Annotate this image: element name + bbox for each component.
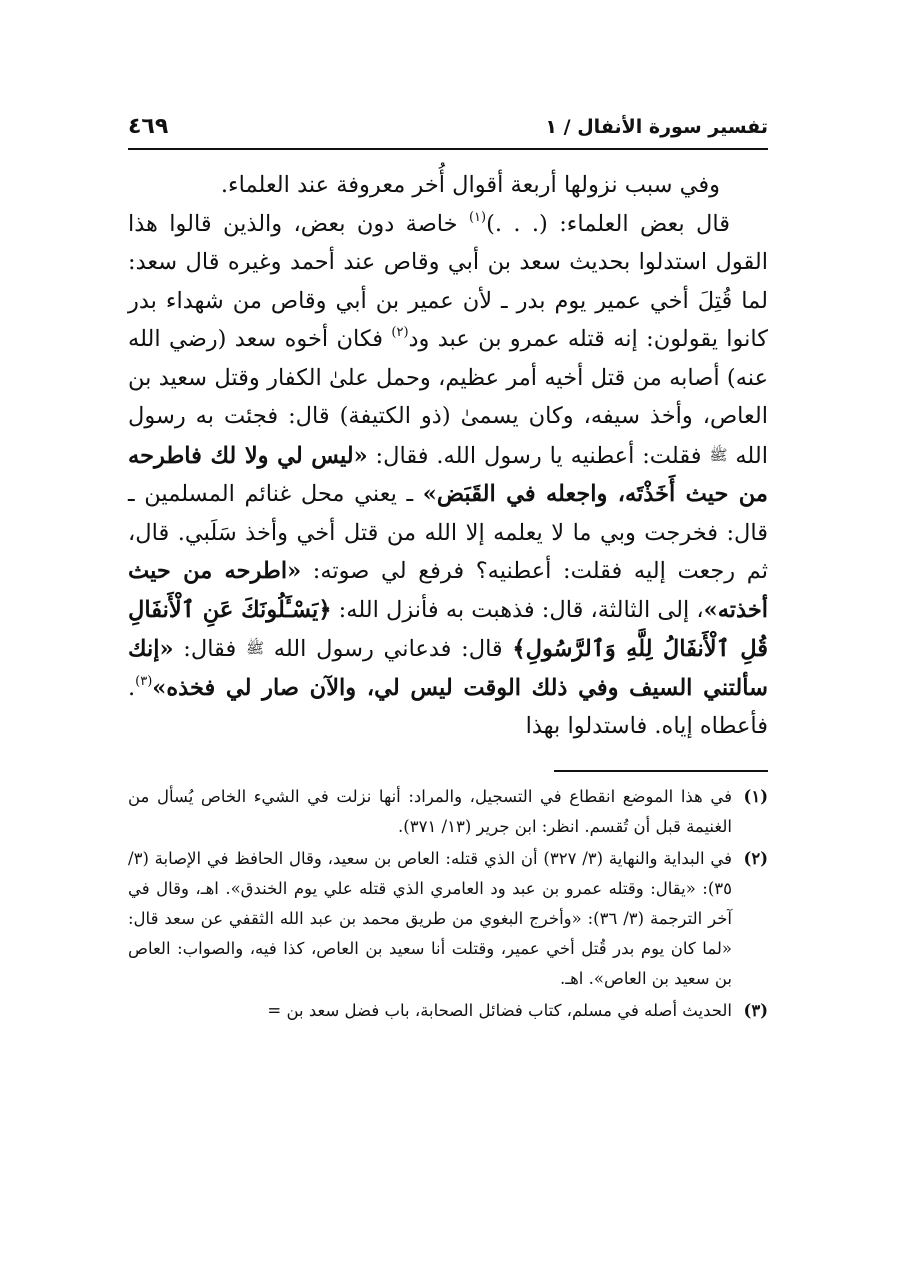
prophet-quote-2: «اطرحه من حيث أخذته» bbox=[128, 558, 768, 623]
book-page bbox=[128, 108, 768, 1248]
footnote-1 bbox=[128, 782, 768, 842]
prophet-quote-1: «ليس لي ولا لك فاطرحه من حيث أَخَذْتَه، واجعله في القَبَض» bbox=[128, 442, 768, 507]
text-segment: ، إلى الثالثة، قال: فذهبت به فأنزل الله: bbox=[331, 596, 704, 623]
text-segment: خاصة دون بعض، والذين قالوا هذا القول استدلوا بحديث سعد بن أبي وقاص عند أحمد وغيره قال سعد: لما قُتِلَ أخي عمير يوم بدر ـ لأن عمير بن أبي وقاص من شهداء بدر كانوا يقولون: إنه قتله عمرو بن عبد ود bbox=[128, 210, 768, 352]
text-segment: فقال: bbox=[173, 636, 246, 662]
main-text bbox=[128, 166, 768, 746]
quran-verse: ﴿يَسْـَٔلُونَكَ عَنِ ٱلْأَنفَالِ قُلِ ٱلْأَنفَالُ لِلَّهِ وَٱلرَّسُولِ﴾ bbox=[128, 596, 768, 662]
salawat-glyph: ﷺ bbox=[709, 445, 728, 464]
footnotes bbox=[128, 782, 768, 1026]
text-segment: قال: فدعاني رسول الله bbox=[264, 636, 513, 662]
footnote-number: (٣) bbox=[743, 1000, 768, 1020]
page-number: ٤٦٩ bbox=[128, 114, 169, 139]
salawat-glyph: ﷺ bbox=[245, 639, 265, 657]
text-segment: . فأعطاه إياه. فاستدلوا بهذا bbox=[128, 674, 768, 739]
text-segment: فقلت: أعطنيه يا رسول الله. فقال: bbox=[367, 442, 710, 469]
paragraph-hadith bbox=[128, 205, 768, 746]
text-segment: ـ يعني محل غنائم المسلمين ـ قال: فخرجت وبي ما لا يعلمه إلا الله من قتل أخي وأخذ سَلَبي. قال، ثم رجعت إليه فقلت: أعطنيه؟ فرفع لي صوته: bbox=[128, 481, 769, 584]
prophet-quote-3: «إنك سألتني السيف وفي ذلك الوقت ليس لي، والآن صار لي فخذه» bbox=[128, 636, 768, 701]
footnote-separator bbox=[554, 770, 768, 772]
running-title: تفسير سورة الأنفال / ١ bbox=[545, 116, 768, 138]
paragraph-intro: وفي سبب نزولها أربعة أقوال أُخر معروفة عند العلماء. bbox=[220, 172, 720, 198]
footnote-ref-2[interactable]: (٢) bbox=[391, 325, 409, 340]
footnote-ref-3[interactable]: (٣) bbox=[135, 673, 153, 689]
text-segment: قال بعض العلماء: (. . .) bbox=[486, 210, 730, 237]
footnote-number: (٢) bbox=[743, 848, 768, 868]
running-head bbox=[128, 108, 768, 150]
text-segment: فكان أخوه سعد (رضي الله عنه) أصابه من قتل أخيه أمر عظيم، وحمل علىٰ الكفار وقتل سعيد بن العاص، وأخذ سيفه، وكان يسمىٰ (ذو الكتيفة) قال: فجئت به رسول الله bbox=[128, 326, 768, 469]
footnote-text: في هذا الموضع انقطاع في التسجيل، والمراد: أنها نزلت في الشيء الخاص يُسأل من الغنيمة قبل أن تُقسم. انظر: ابن جرير (١٣/ ٣٧١). bbox=[128, 786, 732, 836]
footnote-3 bbox=[128, 996, 768, 1026]
footnote-text: الحديث أصله في مسلم، كتاب فضائل الصحابة، باب فضل سعد بن = bbox=[267, 1000, 732, 1020]
footnote-2 bbox=[128, 844, 768, 994]
footnote-ref-1[interactable]: (١) bbox=[468, 209, 487, 225]
footnote-number: (١) bbox=[743, 786, 768, 806]
footnote-text: في البداية والنهاية (٣/ ٣٢٧) أن الذي قتله: العاص بن سعيد، وقال الحافظ في الإصابة (٣/ ٣٥): «يقال: وقتله عمرو بن عبد ود العامري الذي قتله علي يوم الخندق». اهـ، وقال في آخر الترجمة (٣/ ٣٦): «وأخرج البغوي من طريق محمد بن عبد الله الثقفي عن سعد قال: «لما كان يوم بدر قُتل أخي عمير، وقتلت أنا سعيد بن العاص، كذا فيه، والصواب: العاص بن سعيد بن العاص». اهـ. bbox=[128, 848, 732, 988]
